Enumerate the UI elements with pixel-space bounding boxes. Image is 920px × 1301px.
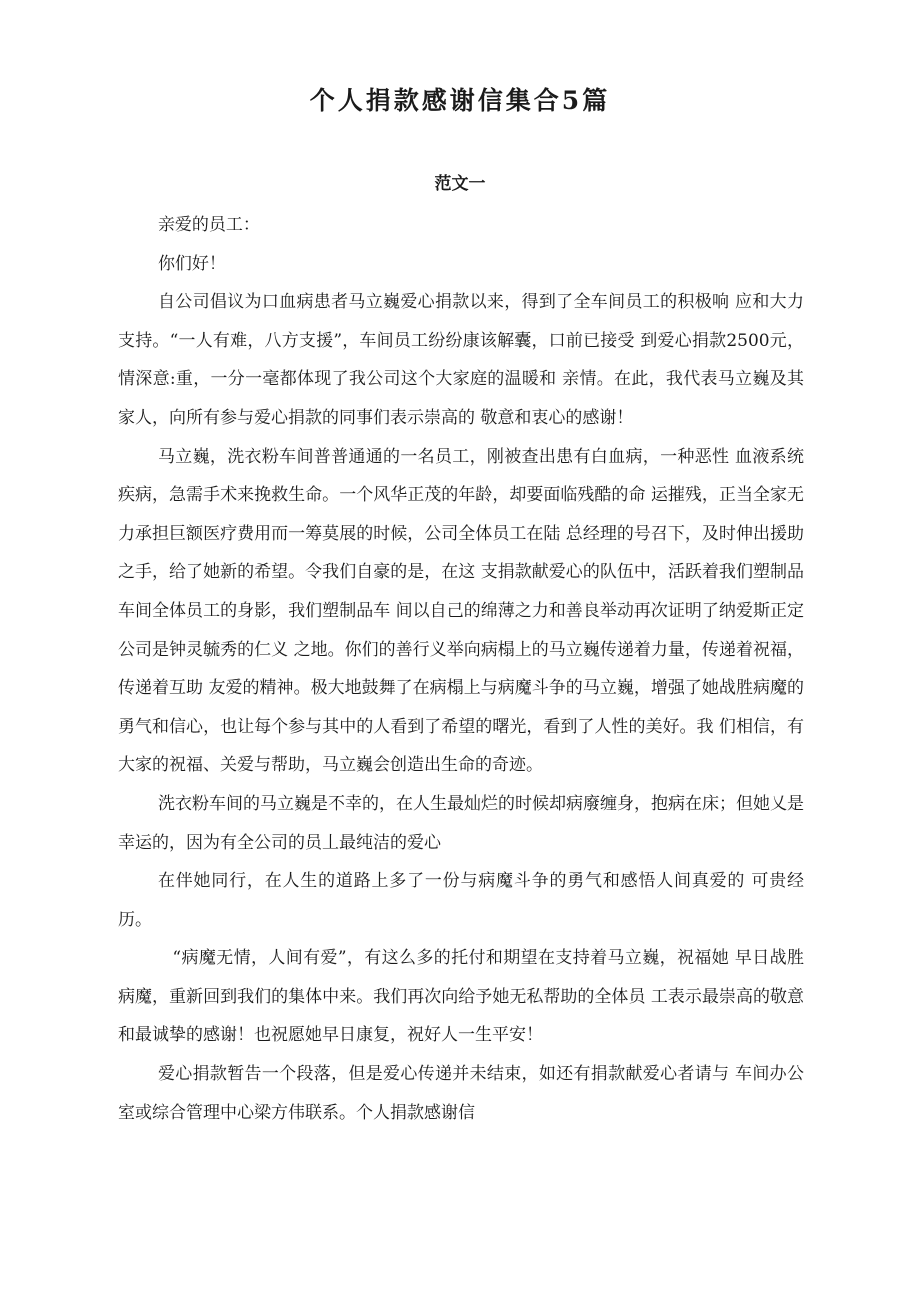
letter-body: [118, 206, 804, 1132]
paragraph-6: 爱心捐款暂告一个段落，但是爱心传递并未结束，如还有捐款献爱心者请与 车间办公室或综合管理中心梁方伟联系。个人捐款感谢信: [118, 1064, 804, 1123]
paragraph-1: 自公司倡议为口血病患者马立巍爱心捐款以来，得到了全车间员工的积极响 应和大力支持。“一人有难，八方支援”，车间员工纷纷康该解囊，口前已接受 到爱心捐款2500元，情深意:重，一分一毫都体现了我公司这个大家庭的温暖和 亲情。在此，我代表马立巍及其家人，向所有参与爱心捐款的同事们表示崇高的 敬意和衷心的感谢！: [118, 292, 804, 428]
salutation: 亲爱的员工：: [157, 215, 260, 235]
greeting: 你们好！: [157, 253, 226, 274]
paragraph-5: “病魔无情，人间有爱”，有这么多的托付和期望在支持着马立巍，祝福她 早日战胜病魔，重新回到我们的集体中来。我们再次向给予她无私帮助的全体员 工表示最崇高的敬意和最诚挚的感谢！也祝愿她早日康复，祝好人一生平安！: [118, 948, 804, 1046]
paragraph-4: 在伴她同行，在人生的道路上多了一份与病魔斗争的勇气和感悟人间真爱的 可贵经历。: [118, 871, 804, 930]
section-heading: 范文一: [434, 174, 486, 194]
document-title: 个人捐款感谢信集合5篇: [309, 86, 611, 115]
paragraph-3: 洗衣粉车间的马立巍是不幸的，在人生最灿烂的时候却病廢缠身，抱病在床；但她乂是幸运的，因为有全公司的员丄最纯洁的爱心: [118, 793, 804, 853]
paragraph-2: 马立巍，洗衣粉车间普普通通的一名员工，刚被查出患有白血病，一种恶性 血液系统疾病，急需手术来挽救生命。一个风华正茂的年龄，却要面临残酷的命 运摧残，正当全家无力承担巨额医疗费用而一筹莫展的时候，公司全体员工在陆 总经理的号召下，及时伸出援助之手，给了她新的希望。令我们自豪的是，在这 支捐款献爱心的队伍中，活跃着我们塑制品车间全体员工的身影，我们塑制品车 间以自己的绵薄之力和善良举动再次证明了纳爱斯正定公司是钟灵毓秀的仁义 之地。你们的善行义举向病榻上的马立巍传递着力量，传递着祝福，传递着互助 友爱的精神。极大地鼓舞了在病榻上与病魔斗争的马立巍，增强了她战胜病魔的 勇气和信心，也让每个参与其中的人看到了希望的曙光，看到了人性的美好。我 们相信，有大家的祝福、关爱与帮助，马立巍会创造出生命的奇迹。: [118, 446, 804, 776]
